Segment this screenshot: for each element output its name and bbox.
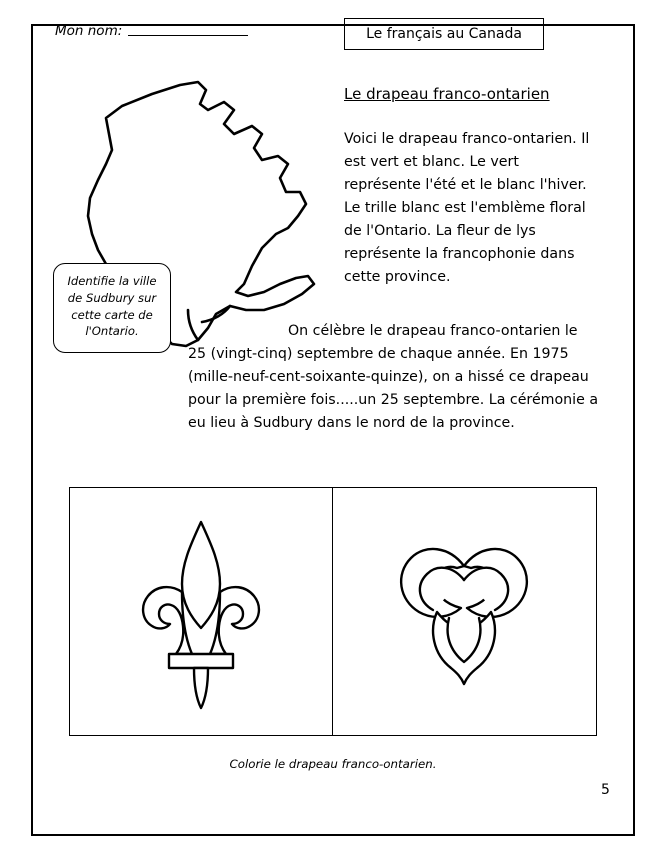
name-input-blank[interactable] [128, 35, 248, 36]
section-subtitle: Le drapeau franco-ontarien [344, 85, 550, 103]
trillium-flower-outline-icon [333, 488, 595, 734]
map-instruction-bubble [53, 263, 171, 353]
page-number: 5 [601, 782, 610, 798]
name-label: Mon nom: [55, 23, 123, 39]
fleur-de-lys-box[interactable] [69, 487, 334, 736]
title-box [344, 18, 544, 50]
page-title: Le français au Canada [366, 26, 522, 42]
paragraph-two: On célèbre le drapeau franco-ontarien le 25 (vingt-cinq) septembre de chaque année. En 1975 (mille-neuf-cent-soixante-quinze), on a hissé ce drapeau pour la première fois.....un 25 septembre. La cérémonie a eu lieu à Sudbury dans le nord de la province. [188, 323, 599, 431]
colouring-caption: Colorie le drapeau franco-ontarien. [229, 757, 437, 771]
paragraph-one: Voici le drapeau franco-ontarien. Il est vert et blanc. Le vert représente l'été et le blanc l'hiver. Le trille blanc est l'emblème floral de l'Ontario. La fleur de lys représente la francophonie dans cette province. [344, 131, 590, 285]
colouring-area [69, 487, 599, 736]
name-field-row [55, 23, 248, 39]
fleur-de-lys-outline-icon [70, 488, 332, 734]
map-instruction-text: Identifie la ville de Sudbury sur cette carte de l'Ontario. [67, 274, 157, 339]
trillium-box[interactable] [332, 487, 597, 736]
